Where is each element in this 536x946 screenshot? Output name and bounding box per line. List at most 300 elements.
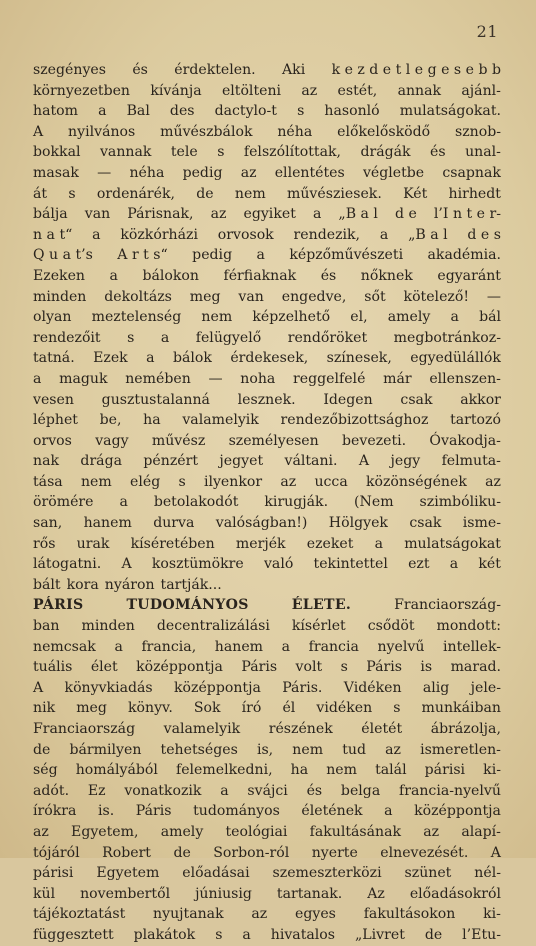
word: nem bbox=[234, 185, 266, 202]
word: Két bbox=[403, 185, 428, 202]
word: tatná. bbox=[33, 350, 75, 367]
text-line bbox=[33, 554, 501, 575]
word: képzelhető bbox=[252, 309, 331, 326]
word: nemcsak bbox=[33, 638, 96, 655]
word: Párisnak, bbox=[127, 206, 194, 223]
text-line bbox=[33, 801, 501, 822]
word: a bbox=[312, 206, 322, 223]
word: az bbox=[280, 473, 297, 490]
word: végletbe bbox=[362, 164, 425, 181]
word: k e z d e t l e g e s e b b bbox=[331, 62, 501, 78]
text-line bbox=[33, 843, 501, 864]
word: vannak bbox=[99, 144, 152, 161]
word: ezt bbox=[408, 556, 430, 573]
word: a bbox=[256, 247, 265, 264]
word: sznob- bbox=[454, 123, 501, 140]
word: érdekesek, bbox=[230, 350, 309, 367]
word: nyerte bbox=[311, 844, 358, 861]
word: de bbox=[173, 844, 191, 861]
word: Franciaország- bbox=[394, 597, 501, 614]
word: részének bbox=[268, 721, 333, 737]
word: a bbox=[33, 370, 42, 387]
word: s bbox=[340, 659, 348, 676]
word: be, bbox=[99, 412, 122, 429]
word: a bbox=[281, 638, 291, 655]
word: unal- bbox=[465, 144, 501, 161]
word: talál bbox=[375, 762, 407, 779]
word: kosztümökre bbox=[151, 556, 244, 573]
word: mulatságokat bbox=[404, 535, 501, 552]
text-line bbox=[33, 884, 501, 905]
word: Hölgyek bbox=[328, 515, 388, 532]
word: egyes bbox=[295, 906, 336, 923]
word: nyáron bbox=[104, 576, 155, 593]
word: Páris bbox=[241, 659, 278, 676]
word: fakultásának bbox=[309, 823, 402, 840]
word: francia, bbox=[141, 638, 197, 655]
word: előkelősködő bbox=[337, 123, 431, 140]
text-line bbox=[33, 513, 501, 534]
word: személyesen bbox=[228, 432, 319, 449]
word: az bbox=[240, 164, 257, 181]
word: n a t“ bbox=[33, 226, 73, 243]
word: ucca bbox=[314, 473, 348, 490]
word: nik bbox=[33, 700, 56, 717]
word: tartozó bbox=[450, 412, 501, 429]
word: mulatságokat. bbox=[399, 103, 501, 120]
text-line bbox=[33, 60, 501, 81]
word: a bbox=[242, 926, 251, 943]
word: a bbox=[114, 638, 123, 655]
word: bál bbox=[479, 309, 501, 326]
word: rendezik, bbox=[293, 226, 361, 243]
word: Páris. bbox=[282, 679, 323, 696]
word: Sok bbox=[193, 700, 221, 717]
text-line bbox=[33, 287, 501, 308]
word: tartják... bbox=[160, 576, 222, 593]
word: PÁRIS bbox=[33, 597, 84, 614]
word: felmuta- bbox=[441, 453, 501, 470]
word: Franciaország bbox=[33, 721, 136, 737]
word: megbotránkoz- bbox=[393, 329, 501, 346]
word: tudományos bbox=[193, 803, 280, 820]
word: pénzért bbox=[143, 453, 199, 470]
word: jegyet bbox=[219, 453, 264, 470]
text-line bbox=[33, 657, 501, 678]
word: ajánl- bbox=[461, 82, 501, 99]
word: érdektelen. bbox=[174, 62, 256, 78]
word: tekintettel bbox=[313, 556, 388, 573]
word: intellek- bbox=[443, 638, 501, 655]
word: és bbox=[430, 144, 446, 161]
word: A r t s“ bbox=[117, 247, 168, 264]
word: francia-nyelvű bbox=[399, 782, 501, 799]
word: férfiaknak bbox=[223, 267, 297, 284]
word: a bbox=[92, 226, 101, 243]
word: mondott: bbox=[436, 618, 501, 635]
word: dekoltázs bbox=[104, 288, 172, 305]
word: a bbox=[119, 494, 128, 511]
word: ordenárék, bbox=[96, 185, 176, 202]
text-line bbox=[33, 348, 501, 369]
word: gusztustalanná bbox=[101, 391, 210, 408]
word: A bbox=[33, 679, 44, 696]
word: tuális bbox=[33, 659, 73, 676]
word: a bbox=[379, 226, 389, 243]
word: a bbox=[109, 267, 118, 284]
word: plakátok bbox=[133, 926, 196, 943]
word: bevezeti. bbox=[342, 432, 407, 449]
word: d e bbox=[395, 206, 417, 223]
word: s bbox=[178, 473, 186, 490]
word: „B a l bbox=[338, 206, 378, 223]
text-line bbox=[33, 740, 501, 761]
word: akadémia. bbox=[427, 247, 501, 264]
text-line bbox=[33, 245, 501, 266]
text-line bbox=[33, 904, 501, 925]
word: júniusig bbox=[195, 885, 252, 902]
word: csak bbox=[400, 391, 433, 408]
word: látogatni. bbox=[33, 556, 102, 573]
word: a bbox=[450, 309, 459, 326]
word: teológiai bbox=[225, 823, 288, 840]
word: az bbox=[423, 823, 440, 840]
word: nak bbox=[33, 453, 60, 470]
word: fakultásokon bbox=[363, 906, 456, 923]
word: már bbox=[383, 370, 412, 387]
word: svájci bbox=[247, 782, 288, 799]
word: s bbox=[127, 329, 135, 346]
word: meztelenség bbox=[91, 309, 182, 326]
word: az bbox=[301, 82, 318, 99]
word: van bbox=[238, 288, 264, 305]
word: bált bbox=[33, 576, 61, 593]
word: néha bbox=[129, 164, 165, 181]
word: nyujtanak bbox=[153, 906, 224, 923]
word: elég bbox=[130, 473, 161, 490]
word: pedig bbox=[182, 164, 223, 181]
word: él bbox=[282, 700, 296, 717]
word: reggelfelé bbox=[293, 370, 366, 387]
text-line bbox=[33, 719, 501, 740]
word: kül bbox=[33, 885, 56, 902]
word: A bbox=[33, 123, 44, 140]
word: környezetben bbox=[33, 82, 131, 99]
word: bálja bbox=[33, 206, 68, 223]
word: párisi bbox=[33, 865, 74, 882]
text-line bbox=[33, 266, 501, 287]
text-line bbox=[33, 163, 501, 184]
word: tehetséges bbox=[160, 741, 238, 758]
word: nyilvános bbox=[68, 123, 136, 140]
word: amely bbox=[387, 309, 431, 326]
word: előadásokról bbox=[409, 885, 501, 902]
text-line bbox=[33, 822, 501, 843]
word: eltölteni bbox=[221, 82, 282, 99]
word: bálok bbox=[172, 350, 212, 367]
word: felemelkedni, bbox=[175, 762, 273, 779]
word: Idegen bbox=[323, 391, 373, 408]
word: A bbox=[121, 556, 132, 573]
word: A bbox=[490, 844, 501, 861]
word: nem bbox=[292, 741, 324, 758]
word: Q u a t’s bbox=[33, 247, 93, 264]
word: bármilyen bbox=[69, 741, 142, 758]
word: elnevezését. bbox=[380, 844, 469, 861]
word: Bal bbox=[126, 103, 150, 120]
word: marad. bbox=[450, 659, 501, 676]
word: kora bbox=[66, 576, 99, 593]
word: nőknek bbox=[360, 267, 413, 284]
word: Sorbon-ról bbox=[213, 844, 290, 861]
body-text bbox=[33, 60, 501, 946]
word: urak bbox=[76, 535, 110, 552]
text-line bbox=[33, 225, 501, 246]
word: dactylo-t bbox=[214, 103, 277, 120]
word: s bbox=[393, 700, 401, 717]
word: ilyenkor bbox=[203, 473, 263, 490]
word: nem bbox=[201, 309, 233, 326]
word: a bbox=[449, 556, 459, 573]
word: kötelező! bbox=[403, 288, 469, 305]
word: estét, bbox=[337, 82, 378, 99]
word: rendezőit bbox=[33, 329, 101, 346]
text-line bbox=[33, 534, 501, 555]
word: — bbox=[486, 288, 501, 305]
word: durva bbox=[153, 515, 195, 532]
word: meg bbox=[76, 700, 107, 717]
word: olyan bbox=[33, 309, 72, 326]
word: Páris bbox=[135, 803, 172, 820]
word: Ez bbox=[87, 782, 106, 799]
word: ellentétes bbox=[274, 164, 345, 181]
word: san, bbox=[33, 515, 63, 532]
word: és bbox=[320, 267, 337, 284]
text-line bbox=[33, 101, 501, 122]
word: Páris bbox=[366, 659, 402, 676]
word: és bbox=[132, 62, 148, 78]
word: tartanak. bbox=[276, 885, 343, 902]
word: való bbox=[263, 556, 294, 573]
word: tójáról bbox=[33, 844, 80, 861]
word: függesztett bbox=[33, 926, 114, 943]
word: könyv. bbox=[127, 700, 173, 717]
word: néha bbox=[277, 123, 313, 140]
text-line bbox=[33, 431, 501, 452]
word: hatom bbox=[33, 103, 78, 120]
word: drága bbox=[80, 453, 123, 470]
word: ábrázolja, bbox=[430, 721, 501, 737]
word: is. bbox=[97, 803, 115, 820]
word: l’I n t e r- bbox=[433, 206, 501, 223]
word: kívánja bbox=[150, 82, 202, 99]
text-line bbox=[33, 492, 501, 513]
word: ha bbox=[143, 412, 161, 429]
word: tájékoztatást bbox=[33, 906, 126, 923]
text-line bbox=[33, 369, 501, 390]
word: élet bbox=[90, 659, 118, 676]
text-line bbox=[33, 760, 501, 781]
word: középpontja bbox=[174, 679, 261, 696]
word: Egyetem, bbox=[71, 823, 139, 840]
word: a bbox=[220, 782, 229, 799]
word: szemeszterközi bbox=[272, 865, 382, 882]
word: Ezeken bbox=[33, 267, 86, 284]
word: (Nem bbox=[354, 494, 394, 511]
word: kirugják. bbox=[264, 494, 329, 511]
word: Robert bbox=[102, 844, 151, 861]
word: pedig bbox=[192, 247, 233, 264]
word: TUDOMÁNYOS bbox=[126, 597, 249, 614]
word: felszólítottak, bbox=[243, 144, 341, 161]
word: bokkal bbox=[33, 144, 81, 161]
word: át bbox=[33, 185, 48, 202]
word: ha bbox=[290, 762, 309, 779]
word: isme- bbox=[462, 515, 501, 532]
word: középpontja bbox=[136, 659, 223, 676]
word: az bbox=[385, 741, 401, 758]
word: az bbox=[251, 906, 268, 923]
word: valamelyik bbox=[163, 721, 241, 737]
word: ezeket bbox=[306, 535, 354, 552]
word: a bbox=[146, 350, 155, 367]
text-line bbox=[33, 81, 501, 102]
word: Aki bbox=[281, 62, 306, 78]
word: rendezőbizottsághoz bbox=[280, 412, 429, 429]
word: orvos bbox=[33, 432, 72, 449]
word: meg bbox=[189, 288, 221, 305]
word: munkáiban bbox=[421, 700, 501, 717]
word: Az bbox=[367, 885, 385, 902]
word: csapnak bbox=[442, 164, 501, 181]
word: nyelvű bbox=[377, 638, 425, 655]
word: jegy bbox=[390, 453, 421, 470]
word: rős bbox=[33, 535, 56, 552]
word: szimbóliku- bbox=[419, 494, 501, 511]
text-line bbox=[33, 390, 501, 411]
word: léphet bbox=[33, 412, 78, 429]
word: közönségének bbox=[365, 473, 467, 490]
word: maguk bbox=[59, 370, 108, 387]
word: felügyelő bbox=[195, 329, 262, 346]
word: s bbox=[297, 103, 305, 120]
word: des bbox=[169, 103, 195, 120]
word: könyvkiadás bbox=[64, 679, 153, 696]
word: de bbox=[33, 741, 51, 758]
word: „Livret bbox=[354, 926, 405, 943]
word: s bbox=[215, 926, 223, 943]
word: drágák bbox=[360, 144, 411, 161]
word: bálokon bbox=[142, 267, 199, 284]
word: Óvakodja- bbox=[429, 432, 501, 449]
word: novembertől bbox=[80, 885, 171, 902]
word: homályából bbox=[75, 762, 158, 779]
word: el, bbox=[350, 309, 368, 326]
word: művésziesek. bbox=[286, 185, 382, 202]
word: tása bbox=[33, 473, 63, 490]
word: de bbox=[424, 926, 443, 943]
word: is bbox=[420, 659, 433, 676]
word: kísérlet bbox=[291, 618, 346, 635]
word: életét bbox=[361, 721, 403, 737]
text-line bbox=[33, 451, 501, 472]
word: alig bbox=[422, 679, 450, 696]
word: ki- bbox=[483, 762, 501, 779]
word: amely bbox=[160, 823, 204, 840]
word: egyiket bbox=[243, 206, 296, 223]
word: minden bbox=[81, 618, 135, 635]
word: vonatkozik bbox=[124, 782, 202, 799]
word: betolakodót bbox=[153, 494, 239, 511]
word: párisi bbox=[424, 762, 466, 779]
word: két bbox=[478, 556, 501, 573]
word: művész bbox=[151, 432, 206, 449]
word: orvosok bbox=[217, 226, 274, 243]
word: ismeretlen- bbox=[420, 741, 501, 758]
word: hasonló bbox=[324, 103, 380, 120]
text-line bbox=[33, 637, 501, 658]
word: alapí- bbox=[461, 823, 501, 840]
word: és bbox=[306, 782, 323, 799]
word: vagy bbox=[95, 432, 129, 449]
word: minden bbox=[33, 288, 87, 305]
word: hirhedt bbox=[448, 185, 501, 202]
text-line bbox=[33, 863, 501, 884]
word: valamelyik bbox=[182, 412, 259, 429]
word: tele bbox=[170, 144, 198, 161]
text-line bbox=[33, 575, 501, 596]
word: — bbox=[208, 370, 223, 387]
word: masak bbox=[33, 164, 79, 181]
word: ség bbox=[33, 762, 58, 779]
word: a bbox=[160, 329, 170, 346]
text-line bbox=[33, 698, 501, 719]
word: ÉLETE. bbox=[291, 597, 352, 614]
word: de bbox=[196, 185, 214, 202]
word: A bbox=[358, 453, 370, 470]
word: „B a l bbox=[408, 226, 448, 243]
word: előadásai bbox=[182, 865, 250, 882]
word: az bbox=[485, 473, 501, 490]
word: engedve, bbox=[281, 288, 347, 305]
word: — bbox=[97, 164, 112, 181]
text-line bbox=[33, 307, 501, 328]
word: váltani. bbox=[284, 453, 338, 470]
text-line bbox=[33, 204, 501, 225]
word: az bbox=[210, 206, 227, 223]
text-line bbox=[33, 472, 501, 493]
word: nél- bbox=[474, 865, 501, 882]
word: művészbálok bbox=[160, 123, 253, 140]
text-line bbox=[33, 184, 501, 205]
word: ban bbox=[33, 618, 60, 635]
word: kíséretében bbox=[130, 535, 215, 552]
word: a bbox=[384, 803, 393, 820]
word: vidéken bbox=[316, 700, 373, 717]
word: nem bbox=[80, 473, 112, 490]
word: van bbox=[84, 206, 111, 223]
word: akkor bbox=[460, 391, 501, 408]
word: egyedülállók bbox=[410, 350, 501, 367]
word: decentralizálási bbox=[156, 618, 270, 635]
word: d e s bbox=[467, 226, 501, 243]
word: szünet bbox=[404, 865, 452, 882]
word: rendőröket bbox=[287, 329, 368, 346]
word: vesen bbox=[33, 391, 74, 408]
text-line bbox=[33, 122, 501, 143]
word: közkórházi bbox=[120, 226, 198, 243]
word: írókra bbox=[33, 803, 77, 820]
